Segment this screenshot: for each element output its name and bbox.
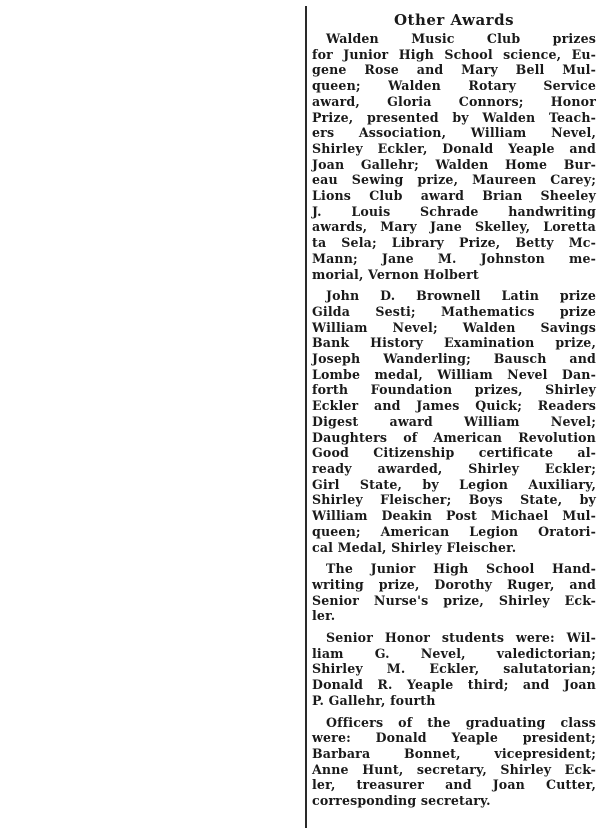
text-line: ers Association, William Nevel,: [312, 125, 596, 141]
text-line: corresponding secretary.: [312, 793, 491, 809]
text-line: queen; American Legion Oratori-: [312, 523, 596, 539]
text-line: ta Sela; Library Prize, Betty Mc-: [312, 235, 596, 251]
text-line: morial, Vernon Holbert: [312, 266, 479, 282]
article-paragraph: [312, 288, 596, 555]
text-line: Barbara Bonnet, vicepresident;: [312, 745, 596, 761]
text-line: eau Sewing prize, Maureen Carey;: [312, 172, 596, 188]
text-line: Eckler and James Quick; Readers: [312, 398, 596, 414]
article-paragraph: [312, 630, 596, 709]
text-line: Walden Music Club prizes: [326, 31, 596, 46]
text-line: Daughters of American Revolution: [312, 429, 596, 445]
text-line: Anne Hunt, secretary, Shirley Eck-: [312, 761, 596, 777]
text-line: writing prize, Dorothy Ruger, and: [312, 576, 596, 592]
text-line: The Junior High School Hand-: [326, 561, 596, 577]
text-line: liam G. Nevel, valedictorian;: [312, 645, 596, 661]
article-body: [312, 31, 596, 809]
article-paragraph: [312, 31, 596, 282]
text-line: Girl State, by Legion Auxiliary,: [312, 476, 596, 492]
text-line: Digest award William Nevel;: [312, 413, 596, 429]
text-line: ready awarded, Shirley Eckler;: [312, 460, 596, 476]
text-line: William Nevel; Walden Savings: [312, 319, 596, 335]
text-line: Lombe medal, William Nevel Dan-: [312, 366, 596, 382]
text-line: Officers of the graduating class: [326, 714, 596, 730]
text-line: John D. Brownell Latin prize: [326, 288, 596, 304]
text-line: were: Donald Yeaple president;: [312, 730, 596, 746]
news-article: [312, 10, 596, 815]
text-line: Senior Nurse's prize, Shirley Eck-: [312, 592, 596, 608]
text-line: awards, Mary Jane Skelley, Loretta: [312, 219, 596, 235]
column-divider: [305, 6, 307, 828]
article-headline: Other Awards: [393, 11, 515, 29]
article-paragraph: [312, 561, 596, 624]
text-line: Joseph Wanderling; Bausch and: [312, 351, 596, 367]
text-line: J. Louis Schrade handwriting: [312, 203, 596, 219]
article-paragraph: [312, 715, 596, 809]
text-line: forth Foundation prizes, Shirley: [312, 382, 596, 398]
text-line: Lions Club award Brian Sheeley: [312, 188, 596, 204]
text-line: Bank History Examination prize,: [312, 335, 596, 351]
text-line: Gilda Sesti; Mathematics prize: [312, 303, 596, 319]
text-line: William Deakin Post Michael Mul-: [312, 508, 596, 524]
text-line: Prize, presented by Walden Teach-: [312, 109, 596, 125]
text-line: award, Gloria Connors; Honor: [312, 93, 596, 109]
text-line: ler, treasurer and Joan Cutter,: [312, 777, 596, 793]
text-line: ler.: [312, 608, 336, 624]
text-line: Shirley M. Eckler, salutatorian;: [312, 661, 596, 677]
text-line: gene Rose and Mary Bell Mul-: [312, 62, 596, 78]
text-line: Shirley Eckler, Donald Yeaple and: [312, 140, 596, 156]
text-line: Donald R. Yeaple third; and Joan: [312, 677, 596, 693]
text-line: cal Medal, Shirley Fleischer.: [312, 539, 517, 555]
text-line: Mann; Jane M. Johnston me-: [312, 250, 596, 266]
text-line: Shirley Fleischer; Boys State, by: [312, 492, 596, 508]
text-line: Joan Gallehr; Walden Home Bur-: [312, 156, 596, 172]
text-line: queen; Walden Rotary Service: [312, 78, 596, 94]
text-line: P. Gallehr, fourth: [312, 692, 436, 708]
text-line: for Junior High School science, Eu-: [312, 46, 596, 62]
text-line: Good Citizenship certificate al-: [312, 445, 596, 461]
text-line: Senior Honor students were: Wil-: [326, 630, 596, 646]
